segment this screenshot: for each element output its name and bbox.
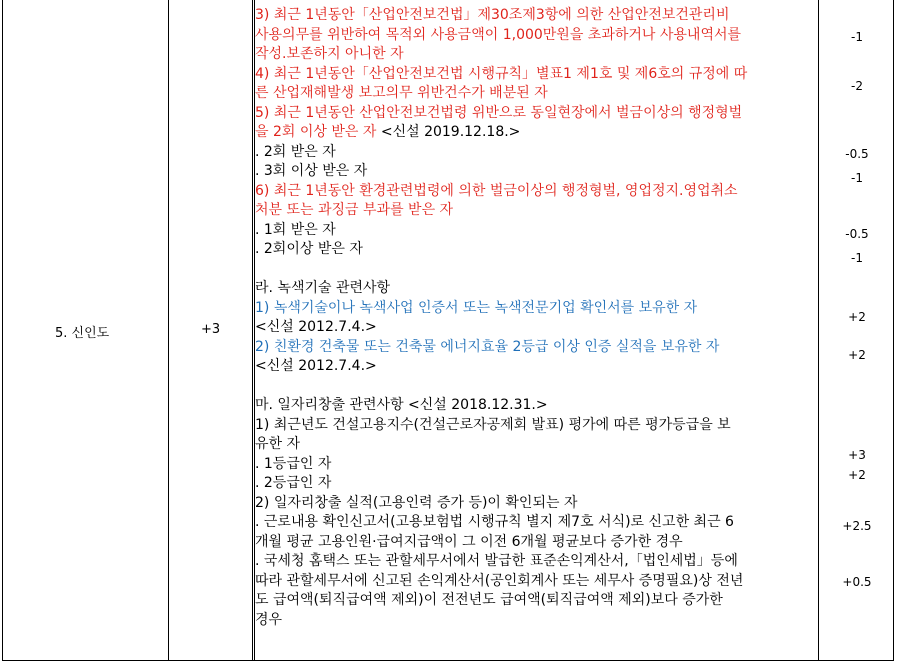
column-divider: [252, 0, 253, 661]
criteria-line: [255, 552, 815, 572]
criteria-line-text: . 근로내용 확인신고서(고용보험법 시행규칙 별지 제7호 서식)로 신고한 최근 6: [255, 514, 734, 530]
criteria-line: [255, 357, 815, 377]
criteria-line: [255, 299, 815, 319]
criteria-line-text: . 1회 받은 자: [255, 221, 336, 238]
category-cell: 5. 신인도: [55, 326, 110, 341]
blank-line: [255, 377, 815, 397]
criteria-line-text: 유한 자: [255, 436, 301, 452]
score-value: +2: [848, 348, 866, 362]
criteria-line: [255, 572, 815, 592]
criteria-line: [255, 104, 815, 124]
score-value: -1: [851, 30, 863, 44]
criteria-line-text: 개월 평균 고용인원·급여지급액이 그 이전 6개월 평균보다 증가한 경우: [255, 533, 683, 550]
criteria-line: [255, 435, 815, 455]
criteria-line: [255, 533, 815, 553]
criteria-line-text: . 2회이상 받은 자: [255, 241, 363, 257]
criteria-line: [255, 143, 815, 163]
criteria-line: [255, 494, 815, 514]
criteria-line-text: 을 2회 이상 받은 자: [255, 124, 377, 140]
criteria-line-text: 3) 최근 1년동안「산업안전보건법」제30조제3항에 의한 산업안전보건관리비: [255, 7, 730, 23]
criteria-line: [255, 240, 815, 260]
criteria-line-text: . 국세청 홈택스 또는 관할세무서에서 발급한 표준손익계산서,「법인세법」등에: [255, 553, 738, 569]
criteria-line: [255, 338, 815, 358]
score-value: +2: [848, 310, 866, 324]
score-value: -1: [851, 171, 863, 185]
criteria-line-text: 른 산업재해발생 보고의무 위반건수가 배분된 자: [255, 85, 548, 101]
criteria-line: [255, 45, 815, 65]
criteria-line-text: 2) 친환경 건축물 또는 건축물 에너지효율 2등급 이상 인증 실적을 보유한 자: [255, 338, 720, 355]
criteria-line-text: . 3회 이상 받은 자: [255, 163, 368, 179]
score-value: +3: [848, 448, 866, 462]
table-border-right: [893, 0, 894, 661]
criteria-line: [255, 201, 815, 221]
criteria-line-text: 사용의무를 위반하여 목적외 사용금액이 1,000만원을 초과하거나 사용내역서를: [255, 26, 742, 43]
criteria-line-text: 2) 일자리창출 실적(고용인력 증가 등)이 확인되는 자: [255, 494, 578, 511]
criteria-line: [255, 162, 815, 182]
criteria-line-text: . 2회 받은 자: [255, 143, 336, 160]
criteria-line-text: 1) 녹색기술이나 녹색사업 인증서 또는 녹색전문기업 확인서를 보유한 자: [255, 299, 698, 316]
table-border-left: [2, 0, 3, 661]
table-border-bottom: [2, 660, 894, 661]
criteria-line: [255, 396, 815, 416]
criteria-line: [255, 182, 815, 202]
criteria-line-text: . 2등급인 자: [255, 475, 332, 491]
criteria-line-text: . 1등급인 자: [255, 455, 332, 472]
criteria-line-text: <신설 2012.7.4.>: [255, 319, 377, 335]
criteria-line: [255, 611, 815, 631]
criteria-text: [255, 6, 815, 630]
criteria-line-text: 5) 최근 1년동안 산업안전보건법령 위반으로 동일현장에서 벌금이상의 행정형벌: [255, 104, 743, 121]
score-value: +2: [848, 468, 866, 482]
criteria-line: [255, 416, 815, 436]
criteria-line: [255, 455, 815, 475]
column-divider: [168, 0, 169, 661]
criteria-line-text: 따라 관할세무서에 신고된 손익계산서(공인회계사 또는 세무사 증명필요)상 전년: [255, 572, 744, 589]
score-value: +2.5: [842, 519, 872, 533]
criteria-line-text: 6) 최근 1년동안 환경관련법령에 의한 벌금이상의 행정형벌, 영업정지.영업취소: [255, 182, 738, 199]
criteria-line: [255, 84, 815, 104]
score-value: -0.5: [845, 227, 869, 241]
criteria-line-text: 4) 최근 1년동안「산업안전보건법 시행규칙」별표1 제1호 및 제6호의 규정에 따: [255, 65, 748, 82]
criteria-line: [255, 591, 815, 611]
criteria-line: [255, 6, 815, 26]
criteria-line-text: 라. 녹색기술 관련사항: [255, 280, 391, 296]
base-score-cell: +3: [201, 322, 221, 337]
criteria-line-text: 마. 일자리창출 관련사항 <신설 2018.12.31.>: [255, 397, 548, 413]
criteria-line: [255, 513, 815, 533]
score-value: -0.5: [845, 147, 869, 161]
amendment-note: <신설 2019.12.18.>: [376, 124, 521, 140]
criteria-line-text: 1) 최근년도 건설고용지수(건설근로자공제회 발표) 평가에 따른 평가등급을 보: [255, 416, 731, 433]
criteria-line: [255, 279, 815, 299]
score-value: +0.5: [842, 575, 872, 589]
column-divider: [818, 0, 819, 661]
criteria-line: [255, 221, 815, 241]
score-value: -2: [851, 79, 863, 93]
criteria-line: [255, 474, 815, 494]
criteria-line-text: 작성.보존하지 아니한 자: [255, 46, 404, 62]
criteria-line-text: 경우: [255, 611, 283, 628]
criteria-line: [255, 26, 815, 46]
score-value: -1: [851, 251, 863, 265]
criteria-line-text: 처분 또는 과징금 부과를 받은 자: [255, 202, 454, 218]
criteria-line: [255, 123, 815, 143]
criteria-line: [255, 318, 815, 338]
blank-line: [255, 260, 815, 280]
criteria-line-text: <신설 2012.7.4.>: [255, 358, 377, 374]
criteria-line: [255, 65, 815, 85]
criteria-line-text: 도 급여액(퇴직급여액 제외)이 전전년도 급여액(퇴직급여액 제외)보다 증가한: [255, 592, 723, 608]
